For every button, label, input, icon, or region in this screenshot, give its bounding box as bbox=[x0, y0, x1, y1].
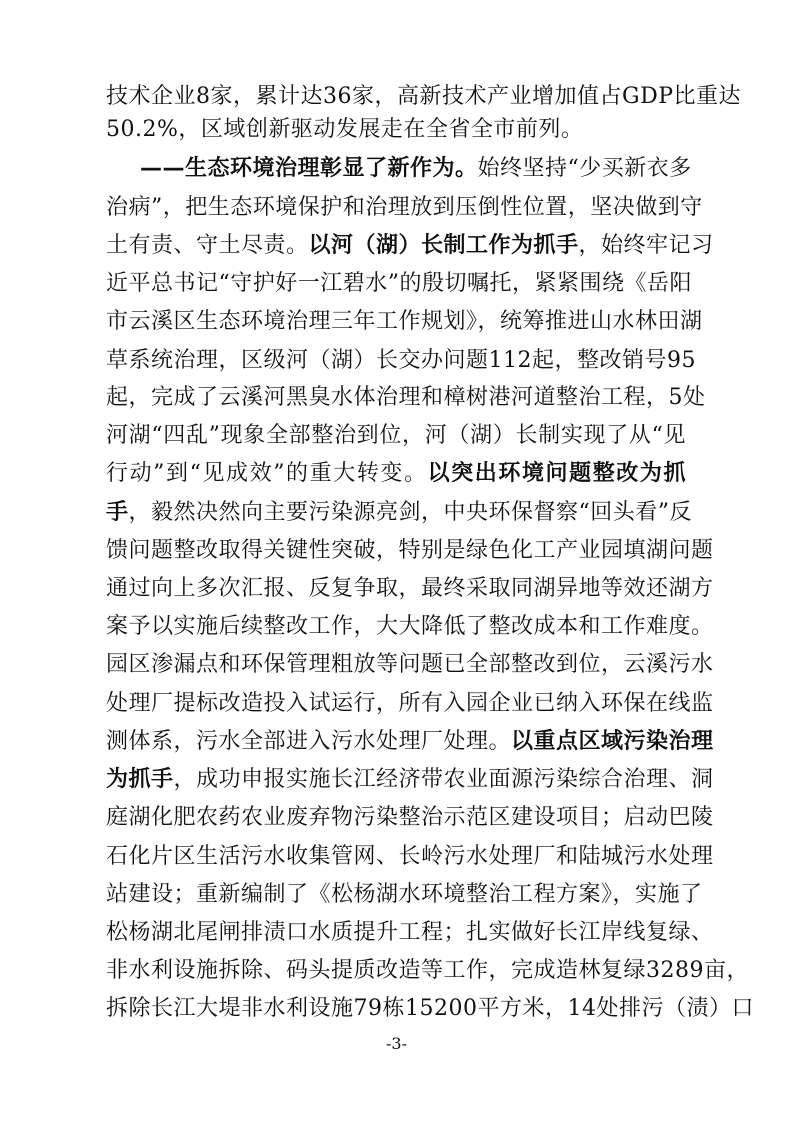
text-line bbox=[106, 378, 706, 418]
text-line bbox=[106, 607, 714, 647]
text-run: 河湖“四乱”现象全部整治到位，河（湖）长制实现了从“见 bbox=[106, 423, 686, 448]
text-line bbox=[106, 645, 714, 685]
text-run: 非水利设施拆除、码头提质改造等工作，完成造林复绿3289亩， bbox=[106, 958, 749, 983]
text-run: ，毅然决然向主要污染源亮剑，中央环保督察“回头看”反 bbox=[128, 500, 693, 525]
text-line bbox=[106, 302, 703, 342]
text-line bbox=[106, 569, 714, 609]
text-run: 处理厂提标改造投入试运行，所有入园企业已纳入环保在线监 bbox=[106, 691, 714, 716]
text-line bbox=[106, 188, 703, 228]
text-run: ，成功申报实施长江经济带农业面源污染综合治理、洞 bbox=[173, 767, 714, 792]
text-run: 行动”到“见成效”的重大转变。 bbox=[106, 461, 428, 486]
text-run: 起，完成了云溪河黑臭水体治理和樟树港河道整治工程，5处 bbox=[106, 385, 706, 410]
text-run: 松杨湖北尾闸排渍口水质提升工程；扎实做好长江岸线复绿、 bbox=[106, 920, 714, 945]
text-run: 通过向上多次汇报、反复争取，最终采取同湖异地等效还湖方 bbox=[106, 576, 714, 601]
text-run: 庭湖化肥农药农业废弃物污染整治示范区建设项目；启动巴陵 bbox=[106, 805, 714, 830]
text-run: 案予以实施后续整改工作，大大降低了整改成本和工作难度。 bbox=[106, 614, 714, 639]
text-run: 治病”，把生态环境保护和治理放到压倒性位置，坚决做到守 bbox=[106, 195, 703, 220]
text-run: 馈问题整改取得关键性突破，特别是绿色化工产业园填湖问题 bbox=[106, 538, 714, 563]
bold-heading-run: 以突出环境问题整改为抓 bbox=[427, 461, 686, 486]
text-line bbox=[106, 341, 696, 381]
text-line bbox=[106, 684, 714, 724]
text-line bbox=[106, 837, 714, 877]
text-line bbox=[106, 264, 692, 304]
text-run: 测体系，污水全部进入污水处理厂处理。 bbox=[106, 729, 512, 754]
text-line bbox=[106, 760, 714, 800]
text-run: 市云溪区生态环境治理三年工作规划》，统筹推进山水林田湖 bbox=[106, 309, 703, 334]
text-run: 草系统治理，区级河（湖）长交办问题112起，整改销号95 bbox=[106, 348, 696, 373]
text-run: 近平总书记“守护好一江碧水”的殷切嘱托，紧紧围绕《岳阳 bbox=[106, 271, 692, 296]
text-line bbox=[106, 913, 714, 953]
text-line bbox=[106, 722, 714, 762]
text-line bbox=[106, 110, 583, 150]
text-line bbox=[106, 989, 754, 1029]
bold-heading-run: 为抓手 bbox=[106, 767, 174, 792]
text-run: 50.2%，区域创新驱动发展走在全省全市前列。 bbox=[106, 117, 584, 142]
bold-heading-run: 以河（湖）长制工作为抓手 bbox=[308, 233, 579, 258]
text-line bbox=[106, 798, 714, 838]
text-run: 石化片区生活污水收集管网、长岭污水处理厂和陆城污水处理 bbox=[106, 844, 714, 869]
text-line bbox=[106, 226, 714, 266]
page-number: -3- bbox=[386, 1034, 407, 1053]
bold-heading-run: 手 bbox=[106, 500, 129, 525]
text-line bbox=[106, 454, 686, 494]
text-line bbox=[140, 149, 692, 189]
text-line bbox=[106, 951, 749, 991]
text-run: ，始终牢记习 bbox=[578, 233, 714, 258]
text-run: 始终坚持“少买新衣多 bbox=[477, 156, 692, 181]
text-line bbox=[106, 875, 703, 915]
bold-heading-run: ——生态环境治理彰显了新作为。 bbox=[140, 156, 478, 181]
text-run: 站建设；重新编制了《松杨湖水环境整治工程方案》，实施了 bbox=[106, 882, 703, 907]
text-line bbox=[106, 416, 686, 456]
text-line bbox=[106, 493, 693, 533]
text-run: 拆除长江大堤非水利设施79栋15200平方米，14处排污（渍）口 bbox=[106, 996, 754, 1021]
text-line bbox=[106, 531, 714, 571]
text-run: 技术企业8家，累计达36家，高新技术产业增加值占GDP比重达 bbox=[106, 84, 742, 109]
text-run: 园区渗漏点和环保管理粗放等问题已全部整改到位，云溪污水 bbox=[106, 652, 714, 677]
text-run: 土有责、守土尽责。 bbox=[106, 233, 309, 258]
bold-heading-run: 以重点区域污染治理 bbox=[511, 729, 714, 754]
